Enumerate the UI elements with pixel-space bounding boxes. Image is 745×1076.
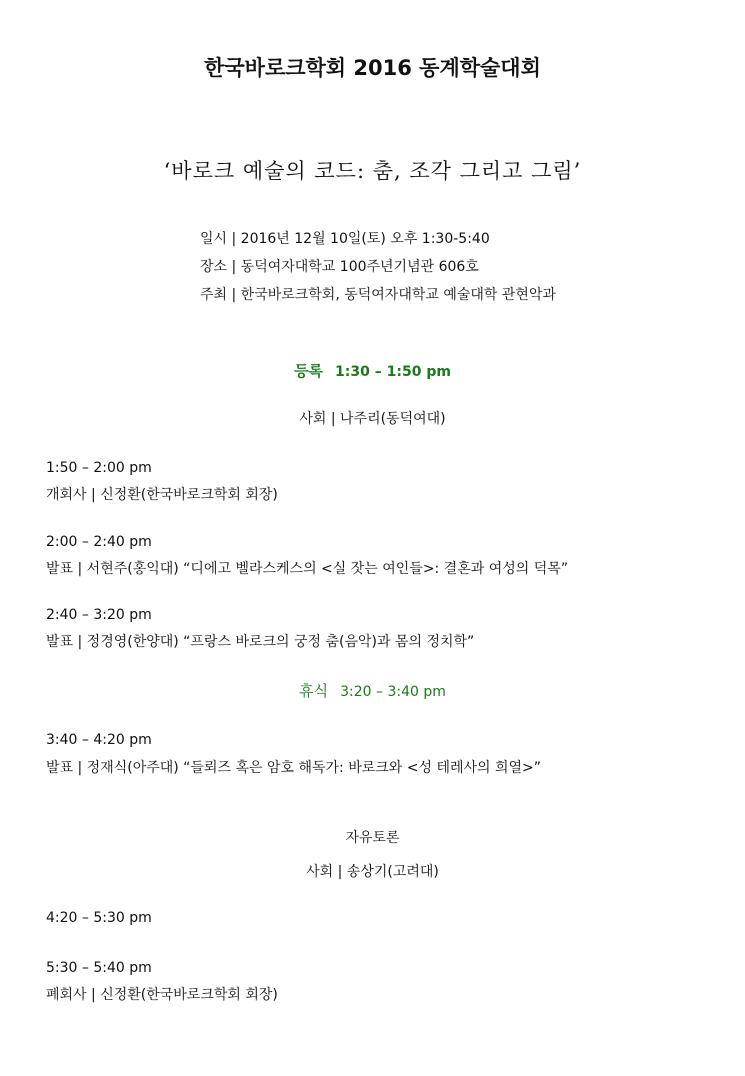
session-3-text: 발표 | 정경영(한양대) “프랑스 바로크의 궁정 춤(음악)과 몸의 정치학” (46, 634, 475, 650)
session-2-time: 2:00 – 2:40 pm (46, 534, 152, 550)
moderator-1: 사회 | 나주리(동덕여대) (299, 411, 446, 427)
session-4-time: 3:40 – 4:20 pm (46, 732, 152, 748)
info-venue: 장소 | 동덕여자대학교 100주년기념관 606호 (200, 259, 479, 275)
session-2-text: 발표 | 서현주(홍익대) “디에고 벨라스케스의 <실 잣는 여인들>: 결혼과 여성의 덕목” (46, 561, 569, 577)
registration-time: 1:30 – 1:50 pm (335, 364, 451, 380)
session-1-text: 개회사 | 신정환(한국바로크학회 회장) (46, 487, 278, 503)
discussion-time: 4:20 – 5:30 pm (46, 910, 152, 926)
info-host: 주최 | 한국바로크학회, 동덕여자대학교 예술대학 관현악과 (200, 287, 556, 303)
page-title: 한국바로크학회 2016 동계학술대회 (204, 56, 541, 80)
session-1-time: 1:50 – 2:00 pm (46, 460, 152, 476)
discussion-label: 자유토론 (345, 830, 400, 846)
page-subtitle: ‘바로크 예술의 코드: 춤, 조각 그리고 그림’ (163, 159, 582, 183)
closing-text: 폐회사 | 신정환(한국바로크학회 회장) (46, 987, 278, 1003)
break-heading (0, 680, 745, 701)
break-time: 3:20 – 3:40 pm (340, 684, 446, 700)
session-4-text: 발표 | 정재식(아주대) “들뢰즈 혹은 암호 해독가: 바로크와 <성 테레사의 희열>” (46, 760, 542, 776)
moderator-2: 사회 | 송상기(고려대) (306, 864, 439, 880)
info-date: 일시 | 2016년 12월 10일(토) 오후 1:30-5:40 (200, 231, 490, 247)
break-label: 휴식 (299, 682, 329, 700)
registration-label: 등록 (294, 362, 324, 380)
session-3-time: 2:40 – 3:20 pm (46, 607, 152, 623)
registration-heading (0, 360, 745, 381)
closing-time: 5:30 – 5:40 pm (46, 960, 152, 976)
